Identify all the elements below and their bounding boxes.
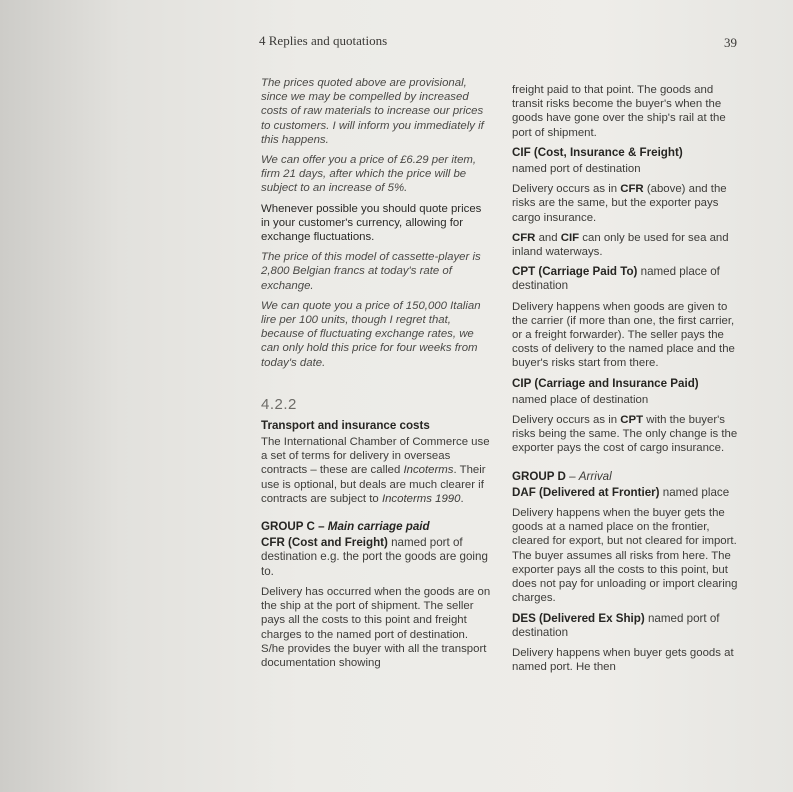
right-column (512, 83, 742, 680)
term-cif-destination: named port of destination (512, 163, 641, 176)
term-cpt-heading: CPT (Carriage Paid To) named place of destination (512, 265, 720, 293)
term-cpt-body: Delivery happens when goods are given to the carrier (if more than one, the first carrier, or a freight forwarder). The seller pays the costs of delivery to the named place and the buyer's risks start from there. (512, 300, 735, 370)
section-number: 4.2.2 (261, 395, 297, 413)
section-intro: The International Chamber of Commerce use a set of terms for delivery in overseas contracts – these are called Incoterms. Their use is optional, but deals are much clearer if contracts are subject to Incoterms 1990. (261, 436, 490, 505)
term-daf-heading: DAF (Delivered at Frontier) named place (512, 485, 730, 499)
cfr-cif-note: CFR and CIF can only be used for sea and inland waterways. (512, 231, 729, 259)
term-daf-body: Delivery happens when the buyer gets the goods at a named place on the frontier, cleared for export, but not cleared for import. The buyer assumes all risks from here. The exporter pays all the costs to this point, but does not pay for unloading or import clearing charges. (512, 507, 738, 605)
term-cip-body: Delivery occurs as in CPT with the buyer's risks being the same. The only change is the exporter pays the cost of cargo insurance. (512, 414, 738, 455)
term-cip-destination: named place of destination (512, 393, 649, 406)
group-d-heading: GROUP D – Arrival (512, 469, 612, 483)
page-number: 39 (724, 35, 737, 50)
term-cif-body: Delivery occurs as in CFR (above) and the risks are the same, but the exporter pays cargo insurance. (512, 183, 727, 224)
example-sentence: We can offer you a price of £6.29 per item, firm 21 days, after which the price will be subject to an increase of 5%. (261, 154, 477, 195)
term-cfr-body: Delivery has occurred when the goods are on the ship at the port of shipment. The seller pays all the costs to this point and freight charges to the named port of destination. S/he provides the buyer with all the transport documentation showing (261, 585, 491, 669)
left-column (261, 76, 493, 676)
term-cfr-heading: CFR (Cost and Freight) named port of destination e.g. the port the goods are going to. (261, 536, 488, 578)
guidance-note: Whenever possible you should quote prices in your customer's currency, allowing for exchange fluctuations. (261, 202, 482, 244)
term-cip-heading: CIP (Carriage and Insurance Paid) (512, 376, 699, 390)
group-c-heading: GROUP C – Main carriage paid (261, 520, 430, 534)
example-sentence: The price of this model of cassette-player is 2,800 Belgian francs at today's rate of exchange. (261, 251, 481, 292)
example-sentence: The prices quoted above are provisional, since we may be compelled by increased costs of raw materials to increase our prices to customers. I will inform you immediately if this happens. (261, 77, 484, 146)
running-header: 4 Replies and quotations (259, 33, 388, 48)
section-title: Transport and insurance costs (261, 418, 430, 432)
continued-text: freight paid to that point. The goods and transit risks become the buyer's when the goods have gone over the ship's rail at the port of shipment. (512, 84, 726, 139)
term-cif-heading: CIF (Cost, Insurance & Freight) (512, 145, 683, 159)
term-des-body: Delivery happens when buyer gets goods at named port. He then (512, 646, 734, 674)
example-sentence: We can quote you a price of 150,000 Italian lire per 100 units, though I regret that, because of fluctuating exchange rates, we can only hold this price for four weeks from today's date. (261, 299, 481, 369)
term-des-heading: DES (Delivered Ex Ship) named port of destination (512, 611, 720, 639)
